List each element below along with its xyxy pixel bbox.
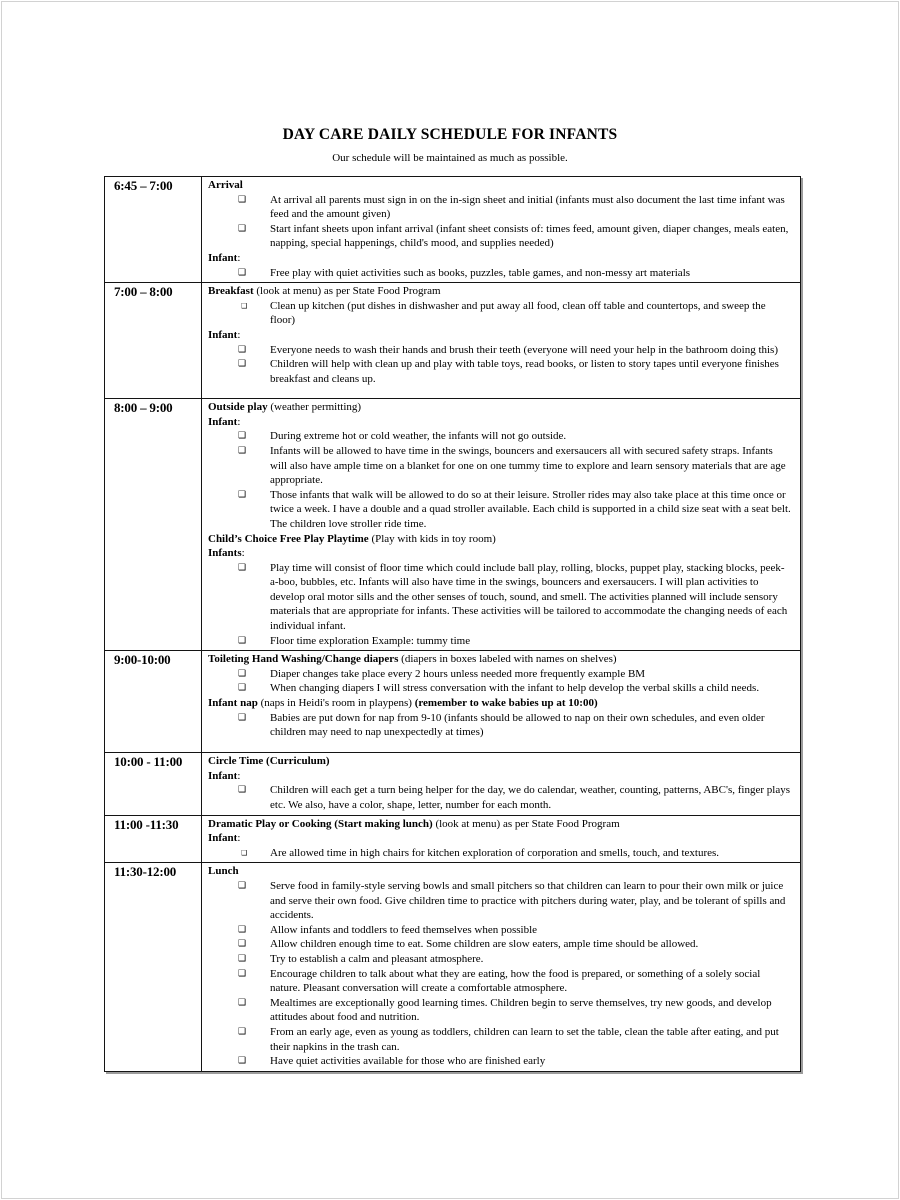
bullet-item xyxy=(208,561,792,634)
bullet-text: Those infants that walk will be allowed to do so at their leisure. Stroller rides may also take place at this time once or twice a week. I have a double and a quad stroller available. Each child is supported in a child size seat with a seat belt. The children love stroller ride time. xyxy=(270,488,791,530)
heading-segment: (Play with kids in toy room) xyxy=(368,532,496,545)
checkbox-icon: ❑ xyxy=(238,1056,247,1067)
schedule-table xyxy=(104,176,801,1072)
activity-heading xyxy=(208,328,792,343)
checkbox-icon: ❑ xyxy=(238,881,247,891)
bullet-item xyxy=(208,937,792,952)
checkbox-icon: ❑ xyxy=(238,445,247,456)
heading-segment: Infant xyxy=(208,415,238,428)
checkbox-icon: ❑ xyxy=(238,359,247,370)
checkbox-icon: ❑ xyxy=(238,668,247,679)
checkbox-icon: ❑ xyxy=(238,968,247,979)
bullet-text: Children will help with clean up and play with table toys, read books, or listen to story tapes until everyone finishes breakfast and cleans up. xyxy=(270,358,779,385)
activity-heading xyxy=(208,652,792,667)
heading-segment: (weather permitting) xyxy=(267,401,362,414)
page-title: DAY CARE DAILY SCHEDULE FOR INFANTS xyxy=(282,126,618,143)
bullet-item xyxy=(208,1054,792,1069)
heading-segment: Infants xyxy=(208,547,242,560)
heading-segment: : xyxy=(241,547,245,560)
heading-segment: Toileting Hand Washing/Change diapers xyxy=(208,653,399,666)
checkbox-icon: ❑ xyxy=(238,683,247,694)
time-range: 8:00 – 9:00 xyxy=(105,399,202,650)
bullet-item xyxy=(208,429,792,444)
activity-heading xyxy=(208,400,792,415)
schedule-row xyxy=(105,398,800,650)
heading-segment: Arrival xyxy=(208,179,243,191)
bullet-text: Floor time exploration Example: tummy time xyxy=(270,634,471,647)
checkbox-icon: ❑ xyxy=(238,562,247,573)
heading-segment: (look at menu) as per State Food Program xyxy=(432,817,620,830)
checkbox-icon: ❑ xyxy=(238,997,247,1008)
checkbox-icon: ❑ xyxy=(238,194,247,205)
activity-heading xyxy=(208,415,792,430)
bullet-item xyxy=(208,681,792,696)
bullet-text: Allow infants and toddlers to feed themselves when possible xyxy=(270,923,538,936)
bullet-text: Allow children enough time to eat. Some children are slow eaters, ample time should be allowed. xyxy=(270,938,699,951)
bullet-text: When changing diapers I will stress conversation with the infant to help develop the verbal skills a child needs. xyxy=(270,682,760,695)
bullet-text: At arrival all parents must sign in on the in-sign sheet and initial (infants must also document the last time infant was feed and the amount given) xyxy=(270,193,785,221)
heading-segment: Lunch xyxy=(208,865,239,878)
bullet-item xyxy=(208,222,792,251)
activity-heading xyxy=(208,754,792,769)
bullet-item xyxy=(208,967,792,996)
heading-segment: Breakfast xyxy=(208,285,254,298)
bullet-item xyxy=(208,952,792,967)
schedule-row xyxy=(105,650,800,752)
heading-segment: (remember to wake babies up at 10:00) xyxy=(414,697,598,710)
schedule-row xyxy=(105,177,800,282)
checkbox-icon: ❑ xyxy=(241,848,248,857)
heading-segment: Circle Time (Curriculum) xyxy=(208,755,330,768)
activity-heading xyxy=(208,546,792,561)
checkbox-icon: ❑ xyxy=(238,924,247,935)
checkbox-icon: ❑ xyxy=(238,489,247,500)
activity-heading xyxy=(208,284,792,299)
activity-heading xyxy=(208,251,792,266)
bullet-text: Try to establish a calm and pleasant atmosphere. xyxy=(270,952,484,965)
activity-heading xyxy=(208,532,792,547)
activity-cell xyxy=(202,753,800,814)
schedule-row xyxy=(105,862,800,1070)
schedule-row xyxy=(105,752,800,814)
bullet-item xyxy=(208,846,792,861)
activity-heading xyxy=(208,696,792,711)
bullet-text: Mealtimes are exceptionally good learning times. Children begin to serve themselves, try new goods, and develop attitudes about food and nutrition. xyxy=(270,996,772,1024)
activity-heading xyxy=(208,817,792,832)
bullet-item xyxy=(208,193,792,222)
bullet-item xyxy=(208,299,792,328)
checkbox-icon: ❑ xyxy=(238,712,247,723)
bullet-text: From an early age, even as young as toddlers, children can learn to set the table, clean the table after eating, and put their napkins in the trash can. xyxy=(270,1025,779,1053)
checkbox-icon: ❑ xyxy=(238,223,247,234)
bullet-item xyxy=(208,634,792,649)
heading-segment: Infant xyxy=(208,328,238,341)
bullet-text: Free play with quiet activities such as books, puzzles, table games, and non-messy art materials xyxy=(270,266,691,279)
activity-cell xyxy=(202,177,800,282)
heading-segment: Outside play xyxy=(208,401,268,414)
bullet-text: Everyone needs to wash their hands and brush their teeth (everyone will need your help in the bathroom doing this) xyxy=(270,343,779,356)
heading-segment: : xyxy=(237,832,241,845)
time-range: 10:00 - 11:00 xyxy=(105,753,202,814)
time-range: 6:45 – 7:00 xyxy=(105,177,202,282)
activity-cell xyxy=(202,283,800,398)
heading-segment: : xyxy=(237,251,241,264)
bullet-text: Start infant sheets upon infant arrival (infant sheet consists of: times feed, amount given, diaper changes, meals eaten, napping, special happenings, child's mood, and supplies needed) xyxy=(270,222,789,250)
checkbox-icon: ❑ xyxy=(238,939,247,950)
heading-segment: : xyxy=(237,769,241,782)
bullet-item xyxy=(208,923,792,938)
schedule-row xyxy=(105,815,800,863)
bullet-text: Have quiet activities available for those who are finished early xyxy=(270,1055,546,1068)
checkbox-icon: ❑ xyxy=(238,1026,247,1037)
activity-heading xyxy=(208,178,792,193)
bullet-text: Play time will consist of floor time which could include ball play, rolling, blocks, puppet play, stacking blocks, peek-a-boo, bubbles, etc. Infants will also have time in the swings, bouncers and exersaucers. I will plan activities to develop oral motor sills and the other senses of touch, sound, and smell. The activities planned will include sensory materials that are appropriate for infants. These activities will be tailored to accommodate the changing needs of each individual infant. xyxy=(270,561,788,633)
bullet-item xyxy=(208,667,792,682)
heading-segment: Dramatic Play or Cooking (Start making lunch) xyxy=(208,817,433,830)
activity-cell xyxy=(202,399,800,650)
bullet-item xyxy=(208,444,792,488)
bullet-item xyxy=(208,879,792,923)
bullet-item xyxy=(208,996,792,1025)
time-range: 9:00-10:00 xyxy=(105,651,202,752)
heading-segment: (look at menu) as per State Food Program xyxy=(253,285,441,298)
bullet-text: Babies are put down for nap from 9-10 (infants should be allowed to nap on their own schedules, and even older children may need to nap unexpectedly at times) xyxy=(270,711,765,739)
time-range: 11:00 -11:30 xyxy=(105,816,202,863)
checkbox-icon: ❑ xyxy=(238,635,247,646)
heading-segment: : xyxy=(237,415,241,428)
bullet-text: Encourage children to talk about what they are eating, how the food is prepared, or something of a solely social nature. Pleasant conversation will create a comfortable atmosphere. xyxy=(270,967,761,995)
heading-segment: Infant xyxy=(208,251,238,264)
activity-cell xyxy=(202,863,800,1070)
bullet-text: Diaper changes take place every 2 hours unless needed more frequently example BM xyxy=(270,667,646,680)
heading-segment: Infant xyxy=(208,769,238,782)
activity-heading xyxy=(208,769,792,784)
heading-segment: : xyxy=(237,328,241,341)
bullet-text: Are allowed time in high chairs for kitchen exploration of corporation and smells, touch, and textures. xyxy=(270,846,720,859)
bullet-text: Infants will be allowed to have time in the swings, bouncers and exersaucers all with secured safety straps. Infants will also have ample time on a blanket for one on one tummy time to explore and learn sensory materials that are age appropriate. xyxy=(270,444,786,487)
time-range: 11:30-12:00 xyxy=(105,863,202,1070)
bullet-item xyxy=(208,488,792,532)
bullet-text: Serve food in family-style serving bowls and small pitchers so that children can learn to pour their own milk or juice and serve their own food. Give children time to practice with pitchers during water, play, and be tolerant of spills and accidents. xyxy=(270,880,786,922)
bullet-item xyxy=(208,1025,792,1054)
heading-segment: Child’s Choice Free Play Playtime xyxy=(208,532,369,545)
bullet-text: Children will each get a turn being helper for the day, we do calendar, weather, counting, patterns, ABC's, finger plays etc. We also, have a color, shape, letter, number for each month. xyxy=(270,784,790,812)
checkbox-icon: ❑ xyxy=(238,344,247,355)
activity-cell xyxy=(202,816,800,863)
schedule-row xyxy=(105,282,800,398)
bullet-text: During extreme hot or cold weather, the infants will not go outside. xyxy=(270,430,567,443)
checkbox-icon: ❑ xyxy=(238,953,247,964)
bullet-item xyxy=(208,343,792,358)
activity-heading xyxy=(208,864,792,879)
checkbox-icon: ❑ xyxy=(241,301,248,310)
bullet-item xyxy=(208,266,792,281)
checkbox-icon: ❑ xyxy=(238,267,247,278)
heading-segment: (diapers in boxes labeled with names on shelves) xyxy=(398,653,617,666)
bullet-item xyxy=(208,711,792,740)
bullet-item xyxy=(208,357,792,386)
activity-heading xyxy=(208,831,792,846)
checkbox-icon: ❑ xyxy=(238,785,247,796)
bullet-text: Clean up kitchen (put dishes in dishwasher and put away all food, clean off table and countertops, and sweep the floor) xyxy=(270,299,766,327)
activity-cell xyxy=(202,651,800,752)
heading-segment: (naps in Heidi's room in playpens) xyxy=(257,697,415,710)
time-range: 7:00 – 8:00 xyxy=(105,283,202,398)
checkbox-icon: ❑ xyxy=(238,431,247,442)
heading-segment: Infant xyxy=(208,832,238,845)
page-subtitle: Our schedule will be maintained as much as possible. xyxy=(332,152,568,164)
bullet-item xyxy=(208,783,792,812)
heading-segment: Infant nap xyxy=(208,697,258,710)
